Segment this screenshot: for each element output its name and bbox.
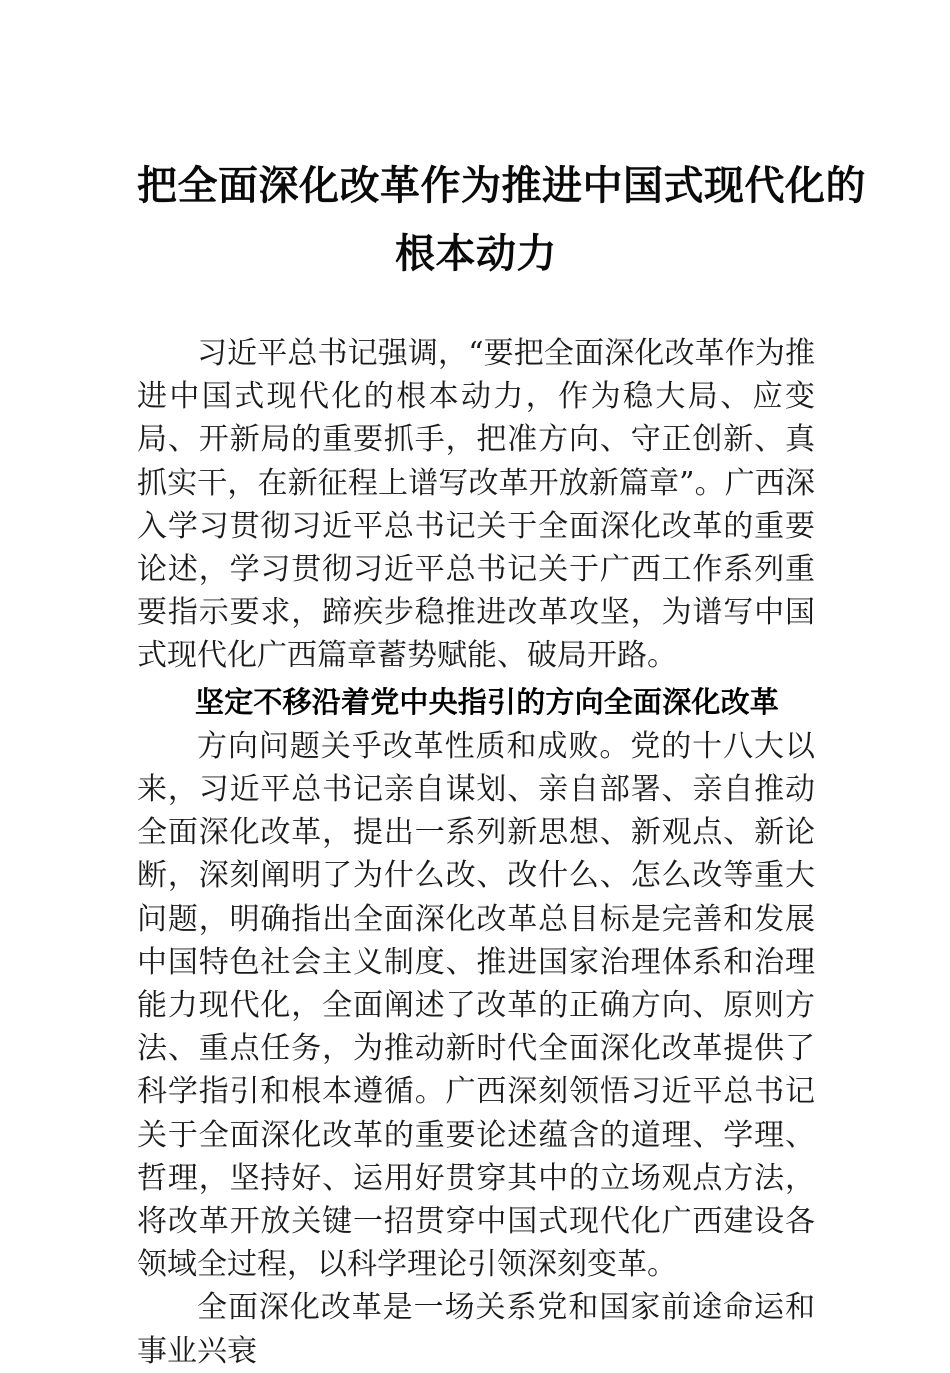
page-title [137, 0, 866, 288]
page-title-line-2: 根本动力 [395, 231, 557, 276]
page-content [137, 0, 866, 1373]
body-paragraph-2: 方向问题关乎改革性质和成败。党的十八大以来，习近平总书记亲自谋划、亲自部署、亲自推动全面深化改革，提出一系列新思想、新观点、新论断，深刻阐明了为什么改、改什么、怎么改等重大问题，明确指出全面深化改革总目标是完善和发展中国特色社会主义制度、推进国家治理体系和治理能力现代化，全面阐述了改革的正确方向、原则方法、重点任务，为推动新时代全面深化改革提供了科学指引和根本遵循。广西深刻领悟习近平总书记关于全面深化改革的重要论述蕴含的道理、学理、哲理，坚持好、运用好贯穿其中的立场观点方法，将改革开放关键一招贯穿中国式现代化广西建设各领域全过程，以科学理论引领深刻变革。 [137, 728, 815, 1283]
page-title-line-1: 把全面深化改革作为推进中国式现代化的 [137, 163, 866, 208]
body-paragraph-3: 全面深化改革是一场关系党和国家前途命运和事业兴衰 [137, 1290, 815, 1369]
body-paragraph-1: 习近平总书记强调，“要把全面深化改革作为推进中国式现代化的根本动力，作为稳大局、应变局、开新局的重要抓手，把准方向、守正创新、真抓实干，在新征程上谱写改革开放新篇章”。广西深入学习贯彻习近平总书记关于全面深化改革的重要论述，学习贯彻习近平总书记关于广西工作系列重要指示要求，蹄疾步稳推进改革攻坚，为谱写中国式现代化广西篇章蓄势赋能、破局开路。 [137, 336, 815, 674]
section-heading-1: 坚定不移沿着党中央指引的方向全面深化改革 [195, 686, 780, 719]
